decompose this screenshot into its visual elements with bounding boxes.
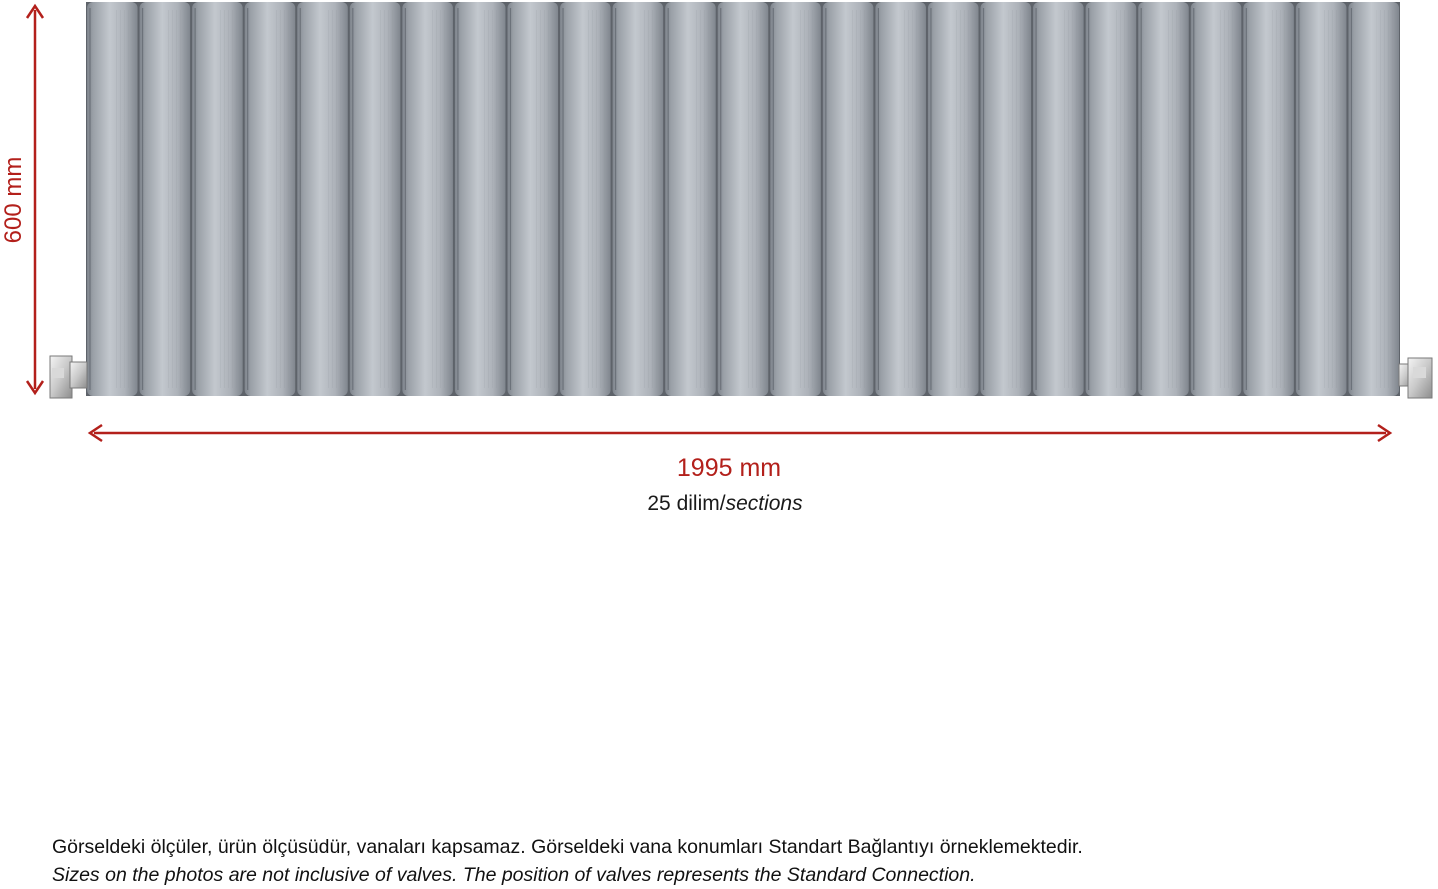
radiator-section xyxy=(1191,2,1242,396)
radiator-section xyxy=(297,2,348,396)
radiator-section xyxy=(875,2,926,396)
radiator-section xyxy=(1086,2,1137,396)
right-valve xyxy=(1399,358,1432,398)
radiator-section xyxy=(245,2,296,396)
radiator-section xyxy=(350,2,401,396)
radiator-section xyxy=(1033,2,1084,396)
radiator-section xyxy=(455,2,506,396)
width-dimension-arrow xyxy=(90,425,1390,441)
radiator-sections xyxy=(87,2,1399,396)
sections-label-tr: dilim/ xyxy=(676,492,726,515)
width-dimension-label: 1995 mm xyxy=(676,454,782,482)
footnote xyxy=(52,833,1083,889)
radiator-section xyxy=(613,2,664,396)
radiator-section xyxy=(823,2,874,396)
radiator-section xyxy=(402,2,453,396)
left-valve xyxy=(50,356,87,398)
sections-count: 25 xyxy=(647,492,671,515)
radiator-section xyxy=(560,2,611,396)
radiator-section xyxy=(140,2,191,396)
radiator-section xyxy=(770,2,821,396)
radiator-section xyxy=(981,2,1032,396)
radiator-section xyxy=(665,2,716,396)
radiator-section xyxy=(1243,2,1294,396)
radiator-section xyxy=(1348,2,1399,396)
radiator-section xyxy=(507,2,558,396)
height-dimension-label: 600 mm xyxy=(0,156,27,244)
footnote-en: Sizes on the photos are not inclusive of valves. The position of valves represents the Standard Connection. xyxy=(52,864,976,886)
radiator-section xyxy=(87,2,138,396)
height-dimension-arrow xyxy=(27,6,43,393)
radiator-section xyxy=(1138,2,1189,396)
sections-label xyxy=(0,492,1438,516)
radiator-section xyxy=(928,2,979,396)
sections-label-en: sections xyxy=(725,492,803,515)
radiator-section xyxy=(1296,2,1347,396)
radiator-section xyxy=(718,2,769,396)
footnote-tr: Görseldeki ölçüler, ürün ölçüsüdür, vanaları kapsamaz. Görseldeki vana konumları Standart Bağlantıyı örneklemektedir. xyxy=(52,836,1083,858)
radiator-section xyxy=(192,2,243,396)
